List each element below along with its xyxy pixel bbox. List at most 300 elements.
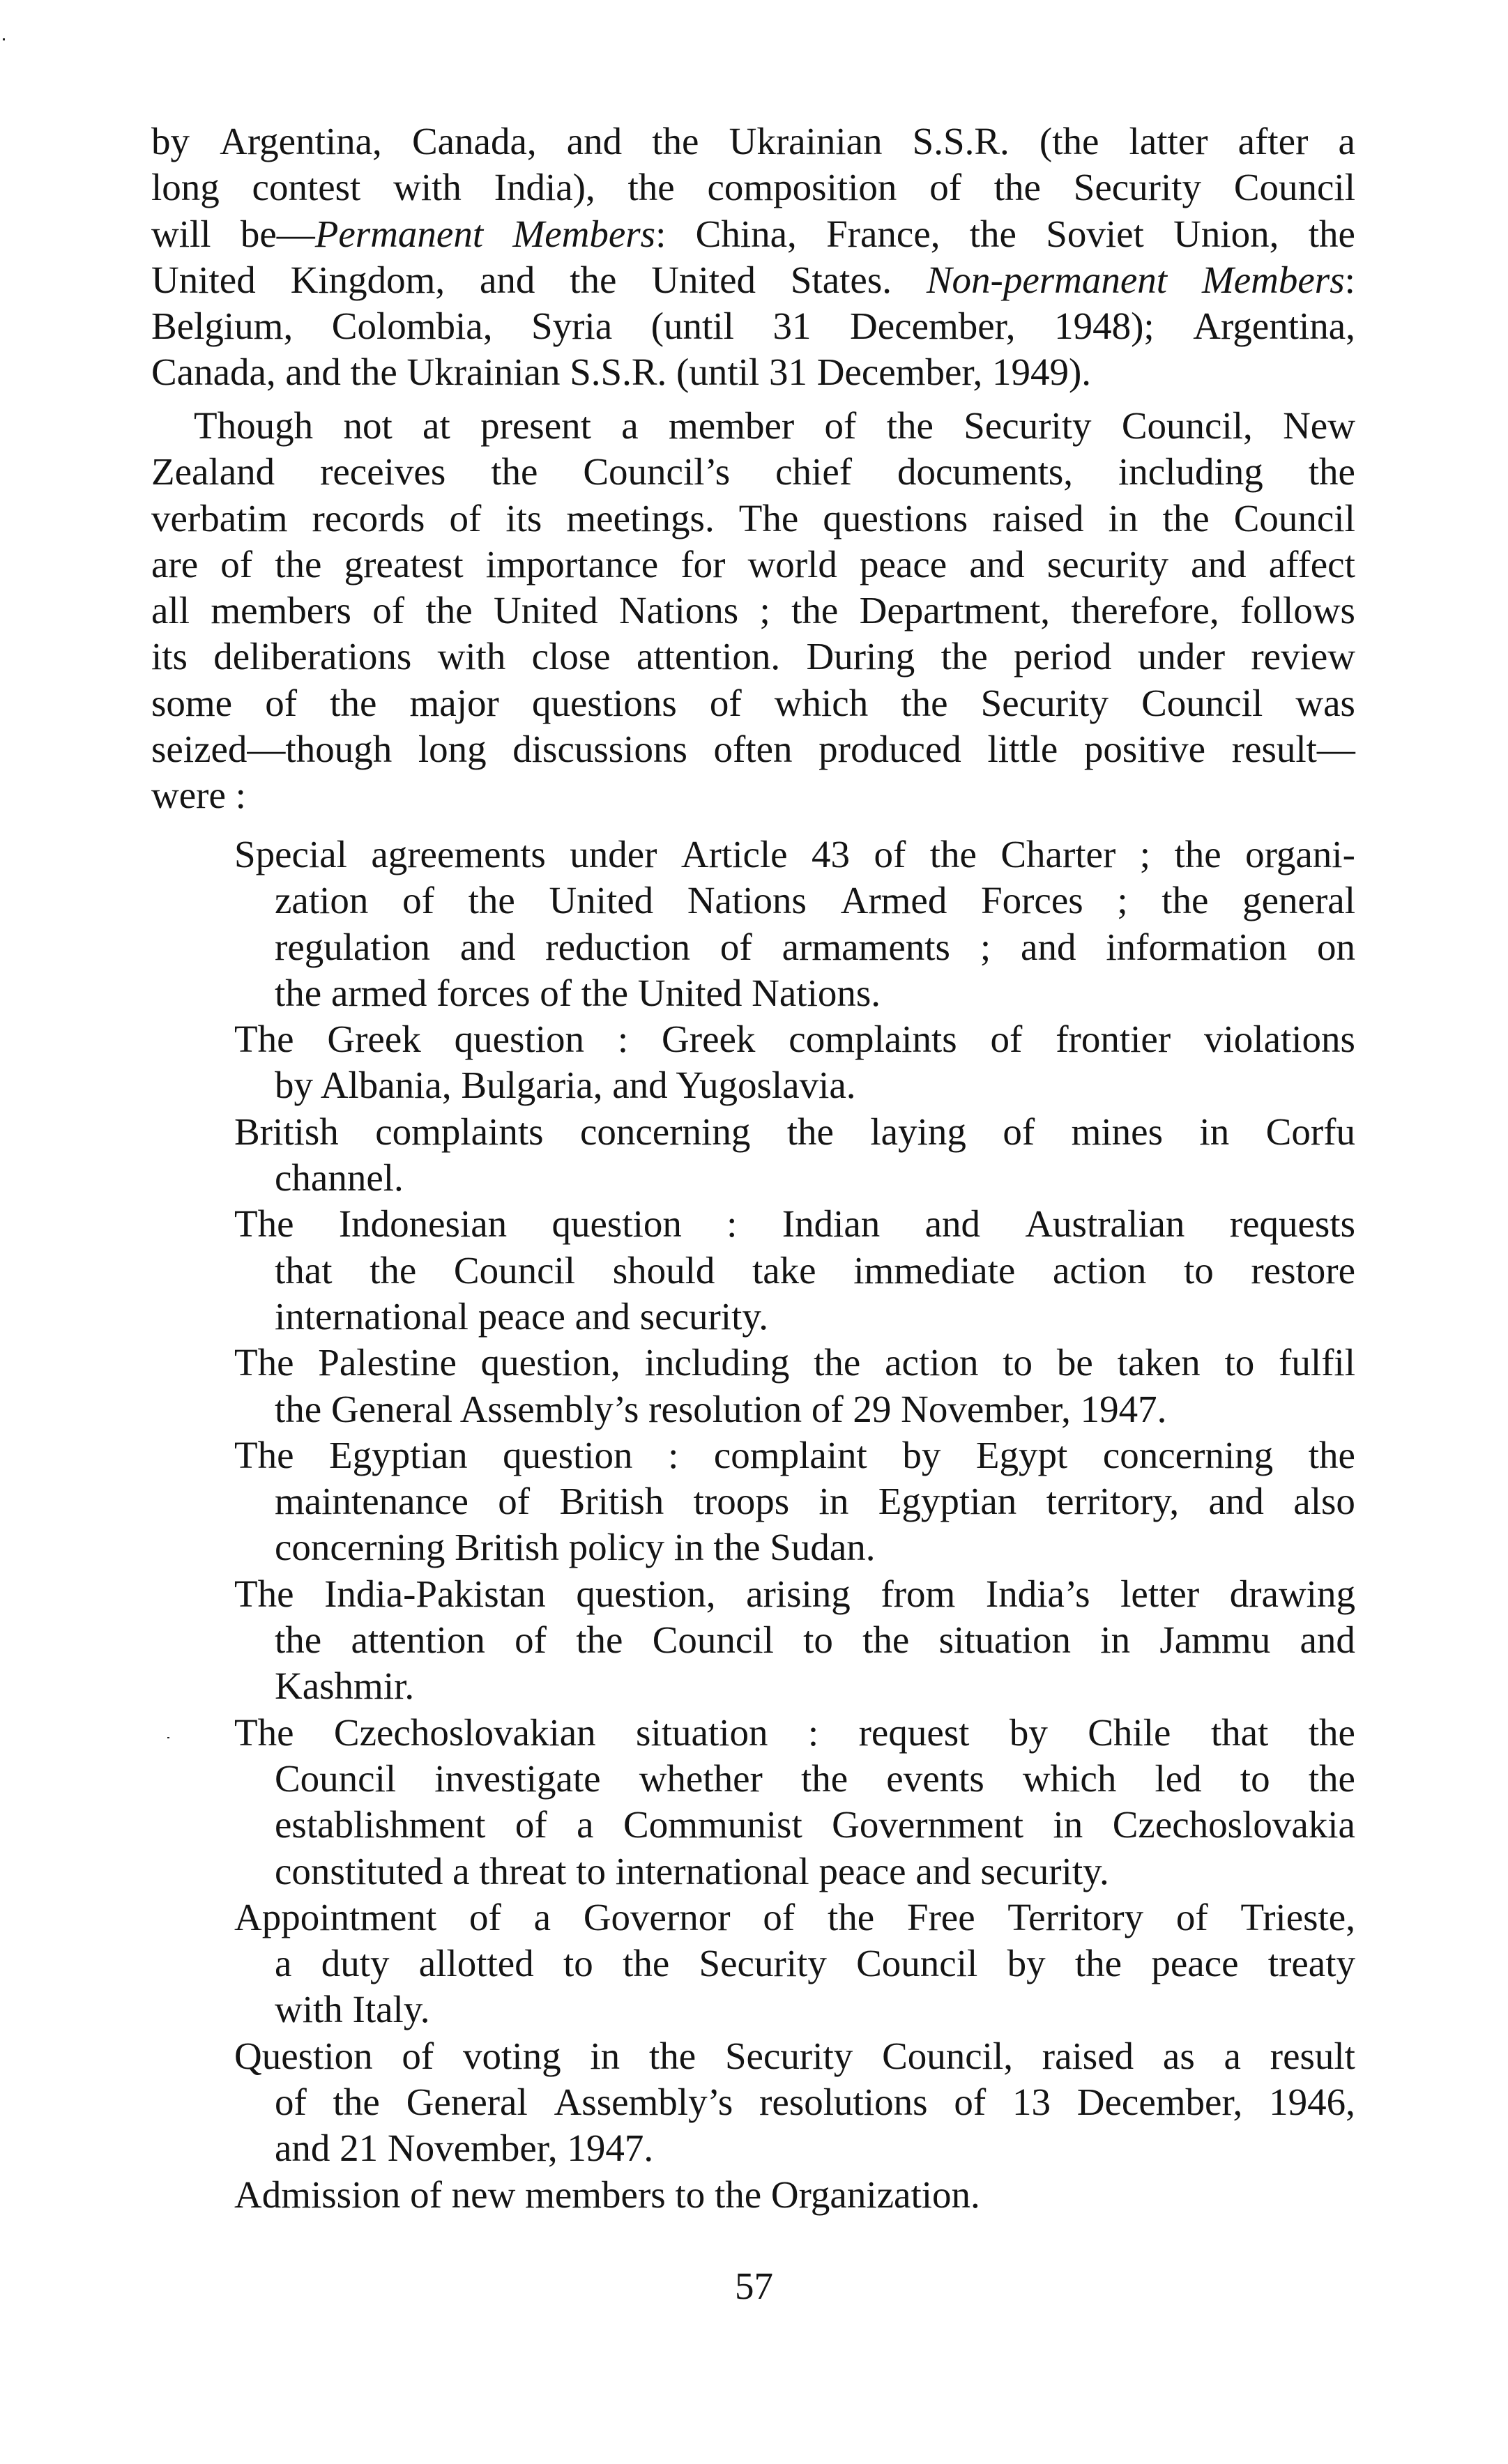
word xyxy=(1072,1109,1163,1155)
list-item-line xyxy=(151,1386,1355,1432)
word xyxy=(1202,257,1355,303)
list-item-greek-question xyxy=(151,1016,1355,1109)
word-part: of xyxy=(469,1895,501,1938)
word xyxy=(220,118,382,164)
word xyxy=(275,1248,332,1294)
list-item-egyptian-question xyxy=(151,1432,1355,1571)
word xyxy=(234,1432,294,1478)
word-part: question xyxy=(551,1202,682,1246)
word xyxy=(897,449,1073,495)
word-part: treaty xyxy=(1267,1942,1355,1985)
word xyxy=(760,588,770,634)
word-part: Chile xyxy=(1088,1711,1171,1754)
word xyxy=(941,634,988,680)
word-part: and xyxy=(479,258,535,301)
word xyxy=(532,680,677,726)
word-part: situation xyxy=(938,1619,1072,1662)
word-part: attention xyxy=(351,1619,485,1662)
word xyxy=(1211,1710,1268,1756)
word-part: ; xyxy=(980,925,991,968)
word-part: mines xyxy=(1071,1110,1163,1153)
list-item-line xyxy=(151,2079,1355,2125)
word-part: restore xyxy=(1251,1248,1355,1292)
word xyxy=(980,924,991,970)
word xyxy=(710,680,742,726)
word-part: in xyxy=(1100,1619,1131,1662)
word xyxy=(1071,588,1219,634)
word-part: the xyxy=(468,879,515,922)
word-part: duty xyxy=(321,1942,390,1985)
word xyxy=(992,496,1083,542)
word xyxy=(393,164,462,211)
line-text: channel. xyxy=(275,1156,404,1200)
word xyxy=(275,1478,469,1524)
word-part: Question xyxy=(234,2034,373,2077)
word-part: the xyxy=(901,681,948,724)
word xyxy=(1339,118,1355,164)
word-part: and xyxy=(1300,1619,1355,1662)
word-part: events xyxy=(886,1757,984,1800)
word xyxy=(819,1478,849,1524)
word-part: peace xyxy=(860,542,947,586)
word xyxy=(234,832,347,878)
word-part: follows xyxy=(1240,589,1355,632)
word xyxy=(791,588,838,634)
word xyxy=(1053,1248,1146,1294)
word xyxy=(1234,496,1355,542)
word xyxy=(782,924,950,970)
word-part: allotted xyxy=(418,1942,534,1985)
word xyxy=(1120,1571,1199,1617)
word xyxy=(1309,1756,1355,1802)
word-part: States. xyxy=(790,258,892,301)
word xyxy=(1140,832,1150,878)
word xyxy=(782,1201,881,1247)
word xyxy=(1162,878,1208,924)
word-part: Indian xyxy=(782,1202,881,1246)
word xyxy=(1155,1756,1201,1802)
word xyxy=(828,1895,874,1941)
word-part: result— xyxy=(1231,728,1355,771)
word xyxy=(680,542,725,588)
word xyxy=(412,118,537,164)
word-part: armaments xyxy=(782,925,950,968)
word-part: complaints xyxy=(789,1018,957,1061)
word-part: Department, xyxy=(859,589,1051,632)
word xyxy=(220,542,252,588)
list-item-line xyxy=(151,1294,1355,1340)
word xyxy=(1109,496,1138,542)
word-part: action xyxy=(1052,1248,1147,1292)
word xyxy=(554,2079,733,2125)
word xyxy=(494,164,595,211)
text-line xyxy=(151,303,1355,349)
word xyxy=(515,1802,547,1848)
word-part: take xyxy=(752,1248,816,1292)
word-part: 1946, xyxy=(1269,2081,1355,2124)
word xyxy=(333,2079,380,2125)
word xyxy=(1279,1340,1355,1386)
list-item-trieste-governor xyxy=(151,1895,1355,2033)
word xyxy=(881,1571,955,1617)
word-part: seized—though xyxy=(151,728,393,771)
word-part: often xyxy=(713,728,793,771)
word-part: territory, xyxy=(1046,1480,1180,1523)
word xyxy=(234,1895,436,1941)
word xyxy=(929,164,961,211)
list-item-line xyxy=(151,1248,1355,1294)
word xyxy=(1077,2079,1243,2125)
word-part: the xyxy=(1308,450,1355,493)
word-part: maintenance xyxy=(275,1480,469,1523)
word-part: a xyxy=(275,1942,292,1985)
word xyxy=(330,680,376,726)
word xyxy=(566,496,714,542)
word xyxy=(1007,1895,1143,1941)
word xyxy=(901,680,947,726)
word-part: Kingdom, xyxy=(290,258,445,301)
word-part: Territory xyxy=(1007,1895,1144,1938)
word-part: the xyxy=(1308,1757,1355,1800)
list-item-line xyxy=(151,1062,1355,1108)
word-part: information xyxy=(1106,925,1288,968)
word xyxy=(463,2033,561,2079)
list-item-line xyxy=(151,1201,1355,1247)
word-part: Colombia, xyxy=(331,305,493,348)
word xyxy=(265,680,297,726)
text-line xyxy=(151,634,1355,680)
word-part: Ukrainian xyxy=(729,120,883,162)
word-part: question, xyxy=(576,1572,716,1615)
word-part: December, xyxy=(850,305,1016,348)
word-part: in xyxy=(1199,1110,1230,1153)
line-text: by Albania, Bulgaria, and Yugoslavia. xyxy=(275,1064,856,1107)
word xyxy=(425,588,472,634)
word-part: deliberations xyxy=(213,635,412,678)
word xyxy=(454,1248,575,1294)
word-part: from xyxy=(881,1572,956,1615)
word xyxy=(1012,2079,1051,2125)
word-part: a xyxy=(1338,120,1355,162)
word-part: Palestine xyxy=(318,1341,457,1384)
word-part: Union, xyxy=(1173,212,1279,255)
word xyxy=(725,2033,853,2079)
word xyxy=(1159,1617,1270,1663)
word xyxy=(332,303,493,349)
word-part: of xyxy=(824,404,857,447)
word xyxy=(371,832,545,878)
word-part: laying xyxy=(870,1110,966,1153)
word xyxy=(460,924,515,970)
list-item-line xyxy=(151,878,1355,924)
italic-text: Members xyxy=(1201,258,1345,301)
word xyxy=(1141,680,1263,726)
word-part: result xyxy=(1270,2034,1355,2077)
line-text: constituted a threat to international peace and security. xyxy=(275,1849,1109,1892)
word-part: Egyptian xyxy=(329,1433,468,1476)
word xyxy=(636,1710,768,1756)
word xyxy=(1174,832,1221,878)
list-item-line xyxy=(151,1710,1355,1756)
word xyxy=(763,1895,795,1941)
word-part: the xyxy=(1162,496,1210,540)
word-part: establishment xyxy=(275,1803,486,1846)
word xyxy=(275,1756,396,1802)
word-part: the xyxy=(1162,879,1209,922)
word-part: Security xyxy=(964,404,1092,447)
word-part: Appointment xyxy=(234,1895,437,1938)
word-part: : xyxy=(668,1433,679,1476)
word-part: of xyxy=(1003,1110,1035,1153)
word xyxy=(151,164,220,211)
word-part: meetings. xyxy=(566,496,715,540)
word-part: of xyxy=(275,2081,307,2124)
word xyxy=(1204,1016,1355,1062)
word xyxy=(1046,1478,1179,1524)
word-part: its xyxy=(151,635,188,678)
word-part: The xyxy=(234,1433,294,1476)
text-line xyxy=(151,772,1355,818)
list-item-line xyxy=(151,1524,1355,1570)
word-part: and xyxy=(1191,542,1247,586)
word xyxy=(1010,1710,1048,1756)
word xyxy=(151,588,190,634)
paragraph-2 xyxy=(151,403,1355,819)
word xyxy=(651,257,756,303)
word xyxy=(234,1340,294,1386)
word-part: resolutions xyxy=(759,2081,928,2124)
line-text: the armed forces of the United Nations. xyxy=(275,971,881,1014)
word-part: France, xyxy=(826,212,940,255)
word-part: latter xyxy=(1129,120,1208,162)
word xyxy=(486,542,658,588)
word xyxy=(1224,2033,1241,2079)
word xyxy=(194,403,313,449)
word xyxy=(649,2033,696,2079)
word xyxy=(748,542,837,588)
word-part: Canada, xyxy=(411,120,537,162)
word xyxy=(859,1710,970,1756)
word xyxy=(1047,542,1168,588)
word-part: Council xyxy=(1233,496,1355,540)
word-part: the xyxy=(275,1619,322,1662)
word-part: Council, xyxy=(1121,404,1253,447)
word xyxy=(503,1432,632,1478)
word-part: concerning xyxy=(1102,1433,1274,1476)
word-part: The xyxy=(234,1341,294,1384)
word-part: the xyxy=(652,120,699,162)
word xyxy=(699,1941,827,1987)
word xyxy=(327,1016,420,1062)
word xyxy=(618,1016,628,1062)
word-part: including xyxy=(644,1341,790,1384)
word-part: and xyxy=(459,925,516,968)
word-part: a xyxy=(533,1895,551,1938)
word-part: of xyxy=(515,1803,547,1846)
word xyxy=(930,832,977,878)
word xyxy=(512,726,687,772)
word xyxy=(746,1571,851,1617)
word-part: Security xyxy=(980,681,1109,724)
word-part: immediate xyxy=(853,1248,1016,1292)
word xyxy=(234,1571,294,1617)
word-part: verbatim xyxy=(151,496,288,540)
word xyxy=(1199,1109,1229,1155)
word xyxy=(826,211,940,257)
word xyxy=(312,496,425,542)
word-part: the xyxy=(827,1895,875,1938)
word-part: Australian xyxy=(1025,1202,1185,1246)
word xyxy=(406,2079,528,2125)
word xyxy=(560,1478,664,1524)
word-part: the xyxy=(1174,833,1221,875)
word-part: requests xyxy=(1229,1202,1355,1246)
word xyxy=(1046,211,1144,257)
word xyxy=(1138,634,1225,680)
word xyxy=(402,2033,434,2079)
word-part: the xyxy=(570,258,617,301)
word-part: Council xyxy=(1233,166,1355,209)
word xyxy=(841,878,947,924)
word-part: question xyxy=(503,1433,633,1476)
word-part: a xyxy=(621,404,639,447)
word xyxy=(818,726,961,772)
word-part: Argentina, xyxy=(1193,305,1355,348)
word xyxy=(1230,1201,1355,1247)
word xyxy=(1283,403,1355,449)
word-part: the xyxy=(623,1942,670,1985)
word-part: whether xyxy=(639,1757,763,1800)
word-part: India), xyxy=(494,166,595,209)
word-part: member xyxy=(668,404,795,447)
word-part: in xyxy=(590,2034,620,2077)
list-item-line xyxy=(151,1571,1355,1617)
word xyxy=(637,634,780,680)
word-part: should xyxy=(612,1248,715,1292)
word xyxy=(1057,1340,1093,1386)
word xyxy=(645,1340,790,1386)
word-part: the xyxy=(330,681,377,724)
word xyxy=(418,726,487,772)
word xyxy=(402,878,434,924)
list-item-line xyxy=(151,832,1355,878)
list-item-voting-question xyxy=(151,2033,1355,2172)
line-text: concerning British policy in the Sudan. xyxy=(275,1526,876,1569)
word xyxy=(321,1941,390,1987)
word-part: therefore, xyxy=(1071,589,1219,632)
word xyxy=(885,1340,978,1386)
word-part: (the xyxy=(1039,120,1099,162)
word xyxy=(576,1571,715,1617)
word-part: zation xyxy=(275,879,369,922)
list-item-line xyxy=(151,1109,1355,1155)
word-part: review xyxy=(1251,635,1355,678)
word-part: and xyxy=(969,542,1025,586)
word xyxy=(351,1617,485,1663)
word xyxy=(1191,542,1246,588)
word xyxy=(1184,1248,1214,1294)
list-item-line xyxy=(151,1432,1355,1478)
word-part: of xyxy=(402,879,434,922)
word-part: to xyxy=(1240,1757,1270,1800)
word xyxy=(151,257,256,303)
word xyxy=(886,1756,984,1802)
word xyxy=(334,1710,596,1756)
text-line xyxy=(151,588,1355,634)
word-part: arising xyxy=(746,1572,851,1615)
word-part: regulation xyxy=(275,925,430,968)
line-text: were : xyxy=(151,774,246,817)
word xyxy=(621,403,638,449)
word-part: : xyxy=(1344,258,1355,301)
word xyxy=(823,496,968,542)
word xyxy=(480,257,535,303)
list-item-corfu-channel xyxy=(151,1109,1355,1202)
word-part: Zealand xyxy=(151,450,275,493)
word xyxy=(964,403,1091,449)
text-line xyxy=(151,257,1355,303)
word-part: contest xyxy=(252,166,361,209)
word xyxy=(570,832,657,878)
word-part: : xyxy=(726,1202,738,1246)
word-part: The xyxy=(234,1202,294,1246)
list-item-line xyxy=(151,1617,1355,1663)
word xyxy=(651,303,734,349)
word-part: Czechoslovakia xyxy=(1112,1803,1355,1846)
word-part: : xyxy=(807,1711,819,1754)
word xyxy=(438,634,506,680)
word xyxy=(808,1710,818,1756)
word xyxy=(275,2079,307,2125)
word-part: taken xyxy=(1117,1341,1201,1384)
word xyxy=(275,924,430,970)
word xyxy=(1103,1432,1273,1478)
word xyxy=(576,1617,623,1663)
word-part: December, xyxy=(1076,2081,1243,2124)
word-part: records xyxy=(312,496,425,540)
word xyxy=(1234,164,1355,211)
italic-text: Members xyxy=(512,212,656,255)
word-part: raised xyxy=(1042,2034,1134,2077)
word-part: violations xyxy=(1204,1018,1355,1061)
word xyxy=(1240,1756,1270,1802)
word xyxy=(532,634,611,680)
word xyxy=(623,1802,802,1848)
word-part: British xyxy=(559,1480,664,1523)
word xyxy=(681,832,788,878)
word xyxy=(419,1941,534,1987)
word xyxy=(639,1756,763,1802)
word-part: United xyxy=(651,258,756,301)
word xyxy=(662,1016,755,1062)
text-line xyxy=(151,164,1355,211)
word-part: also xyxy=(1293,1480,1355,1523)
word xyxy=(653,1617,774,1663)
word-part: of xyxy=(515,1619,547,1662)
word-part: Soviet xyxy=(1046,212,1144,255)
word-part: Council xyxy=(453,1248,576,1292)
word-part: Article xyxy=(680,833,788,875)
word xyxy=(1003,1109,1035,1155)
word-part: long xyxy=(151,166,220,209)
word xyxy=(832,1802,1023,1848)
word-part: Syria xyxy=(531,305,613,348)
word xyxy=(789,1016,957,1062)
word-part: frontier xyxy=(1056,1018,1171,1061)
word-part: British xyxy=(234,1110,339,1153)
word-part: 31 xyxy=(772,305,812,348)
word xyxy=(211,588,351,634)
